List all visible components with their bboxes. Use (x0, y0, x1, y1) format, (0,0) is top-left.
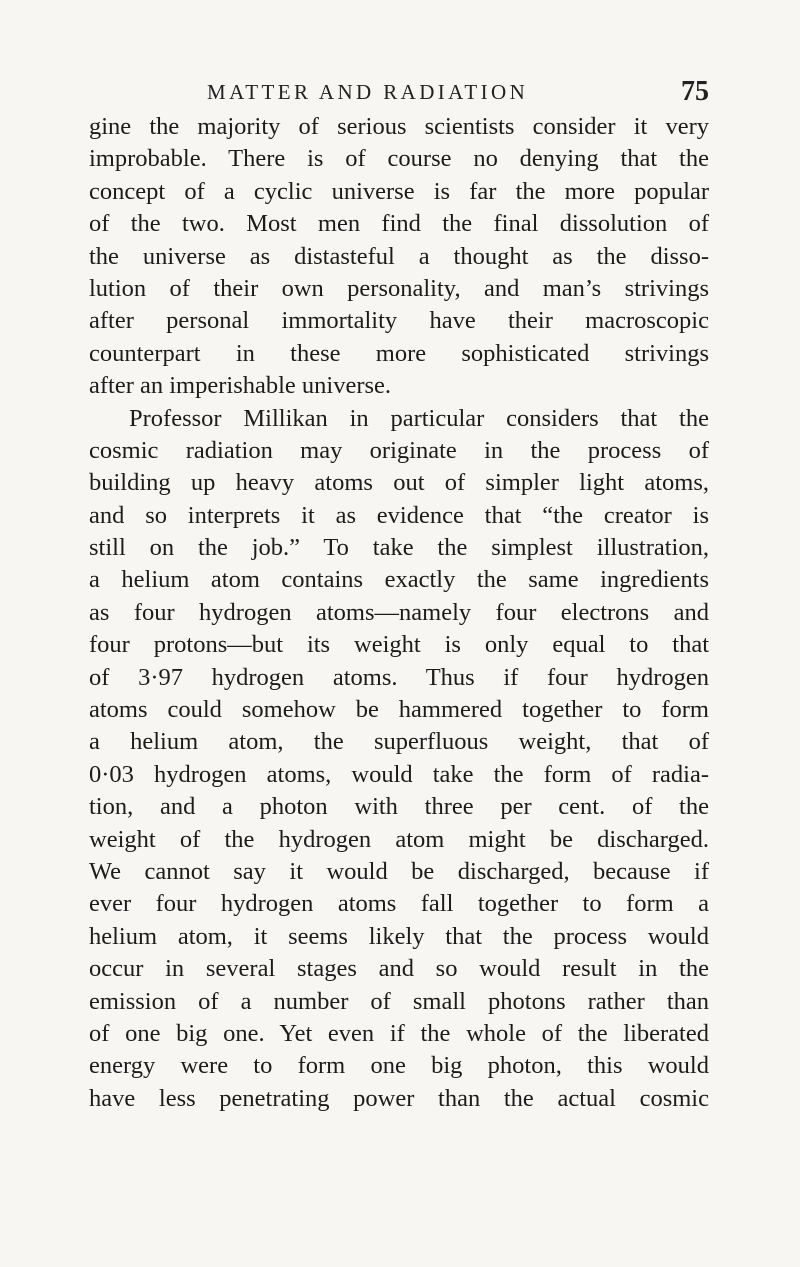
text-line: energy were to form one big photon, this would (89, 1052, 709, 1080)
text-line: tion, and a photon with three per cent. of the (89, 793, 709, 821)
text-line: the universe as distasteful a thought as the disso- (89, 242, 709, 270)
page-number: 75 (681, 76, 709, 107)
text-line: of one big one. Yet even if the whole of the liberated (89, 1019, 709, 1047)
text-line: building up heavy atoms out of simpler light atoms, (89, 469, 709, 497)
text-line: cosmic radiation may originate in the process of (89, 436, 709, 464)
page-header (145, 74, 709, 110)
text-line: a helium atom contains exactly the same ingredients (89, 566, 709, 594)
paragraph-1 (89, 111, 709, 403)
paragraph-2 (89, 403, 709, 1116)
text-line: gine the majority of serious scientists consider it very (89, 113, 709, 140)
text-line: still on the job.” To take the simplest illustration, (89, 534, 709, 562)
body-text (89, 111, 709, 1115)
text-line: atoms could somehow be hammered together to form (89, 696, 709, 724)
text-line: as four hydrogen atoms—namely four electrons and (89, 598, 709, 626)
text-line: after an imperishable universe. (89, 372, 392, 400)
text-line: concept of a cyclic universe is far the more popular (89, 177, 709, 205)
text-line: a helium atom, the superfluous weight, that of (89, 728, 709, 756)
text-line: of the two. Most men find the final dissolution of (89, 210, 709, 238)
running-title: MATTER AND RADIATION (207, 80, 529, 104)
text-line: ever four hydrogen atoms fall together to form a (89, 890, 709, 918)
text-line: weight of the hydrogen atom might be discharged. (89, 825, 709, 853)
text-line: and so interprets it as evidence that “the creator is (89, 501, 709, 529)
text-line: Professor Millikan in particular considers that the (129, 404, 709, 432)
text-line: four protons—but its weight is only equal to that (89, 631, 709, 659)
text-line: occur in several stages and so would result in the (89, 955, 709, 983)
text-line: We cannot say it would be discharged, because if (89, 857, 709, 885)
text-line: have less penetrating power than the actual cosmic (89, 1084, 709, 1112)
text-line: after personal immortality have their macroscopic (89, 307, 709, 335)
text-line: emission of a number of small photons rather than (89, 987, 709, 1015)
text-line: improbable. There is of course no denying that the (89, 145, 709, 173)
text-line: lution of their own personality, and man’s strivings (89, 274, 709, 302)
text-line: of 3·97 hydrogen atoms. Thus if four hydrogen (89, 663, 709, 691)
text-line: counterpart in these more sophisticated strivings (89, 339, 709, 367)
text-line: 0·03 hydrogen atoms, would take the form of radia- (89, 760, 709, 788)
text-line: helium atom, it seems likely that the process would (89, 922, 709, 950)
